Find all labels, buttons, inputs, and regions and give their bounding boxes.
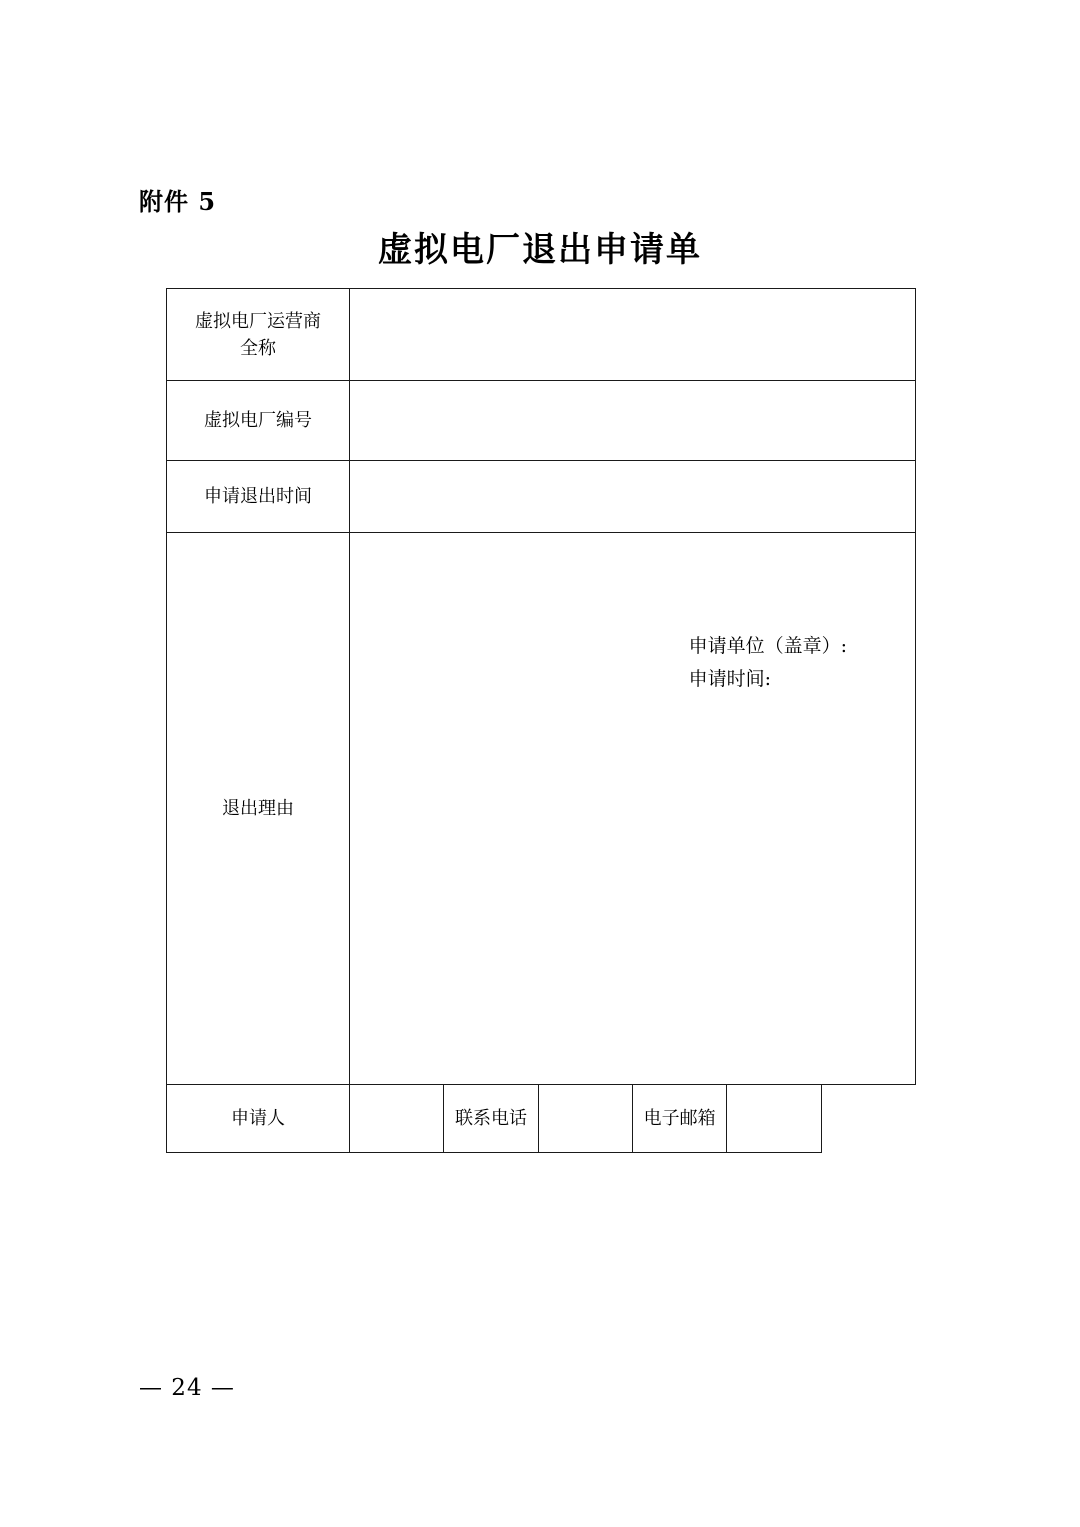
table-row [167, 289, 916, 381]
exit-application-form [166, 288, 916, 1153]
operator-name-value[interactable] [350, 289, 916, 381]
attachment-label: 附件 5 [139, 187, 217, 216]
exit-reason-label: 退出理由 [167, 533, 350, 1085]
operator-name-label [167, 289, 350, 381]
table-row [167, 1085, 916, 1153]
phone-label: 联系电话 [444, 1085, 538, 1153]
page-number: — 24 — [139, 1375, 235, 1401]
operator-name-label-line1: 虚拟电厂运营商 [195, 310, 321, 332]
applicant-date-line: 申请时间: [688, 668, 771, 691]
table-row [167, 461, 916, 533]
email-value[interactable] [727, 1085, 821, 1153]
table-row [167, 533, 916, 1085]
applicant-value[interactable] [350, 1085, 444, 1153]
vpp-number-value[interactable] [350, 381, 916, 461]
exit-date-value[interactable] [350, 461, 916, 533]
exit-date-label: 申请退出时间 [167, 461, 350, 533]
table-row [167, 381, 916, 461]
applicant-label: 申请人 [167, 1085, 350, 1153]
signature-block [689, 630, 847, 697]
operator-name-label-line2: 全称 [240, 337, 276, 359]
page-title: 虚拟电厂退出申请单 [378, 230, 702, 270]
phone-value[interactable] [538, 1085, 632, 1153]
applicant-unit-line: 申请单位（盖章）: [688, 635, 847, 657]
vpp-number-label: 虚拟电厂编号 [167, 381, 350, 461]
exit-reason-value[interactable] [350, 533, 916, 1085]
email-label: 电子邮箱 [632, 1085, 726, 1153]
